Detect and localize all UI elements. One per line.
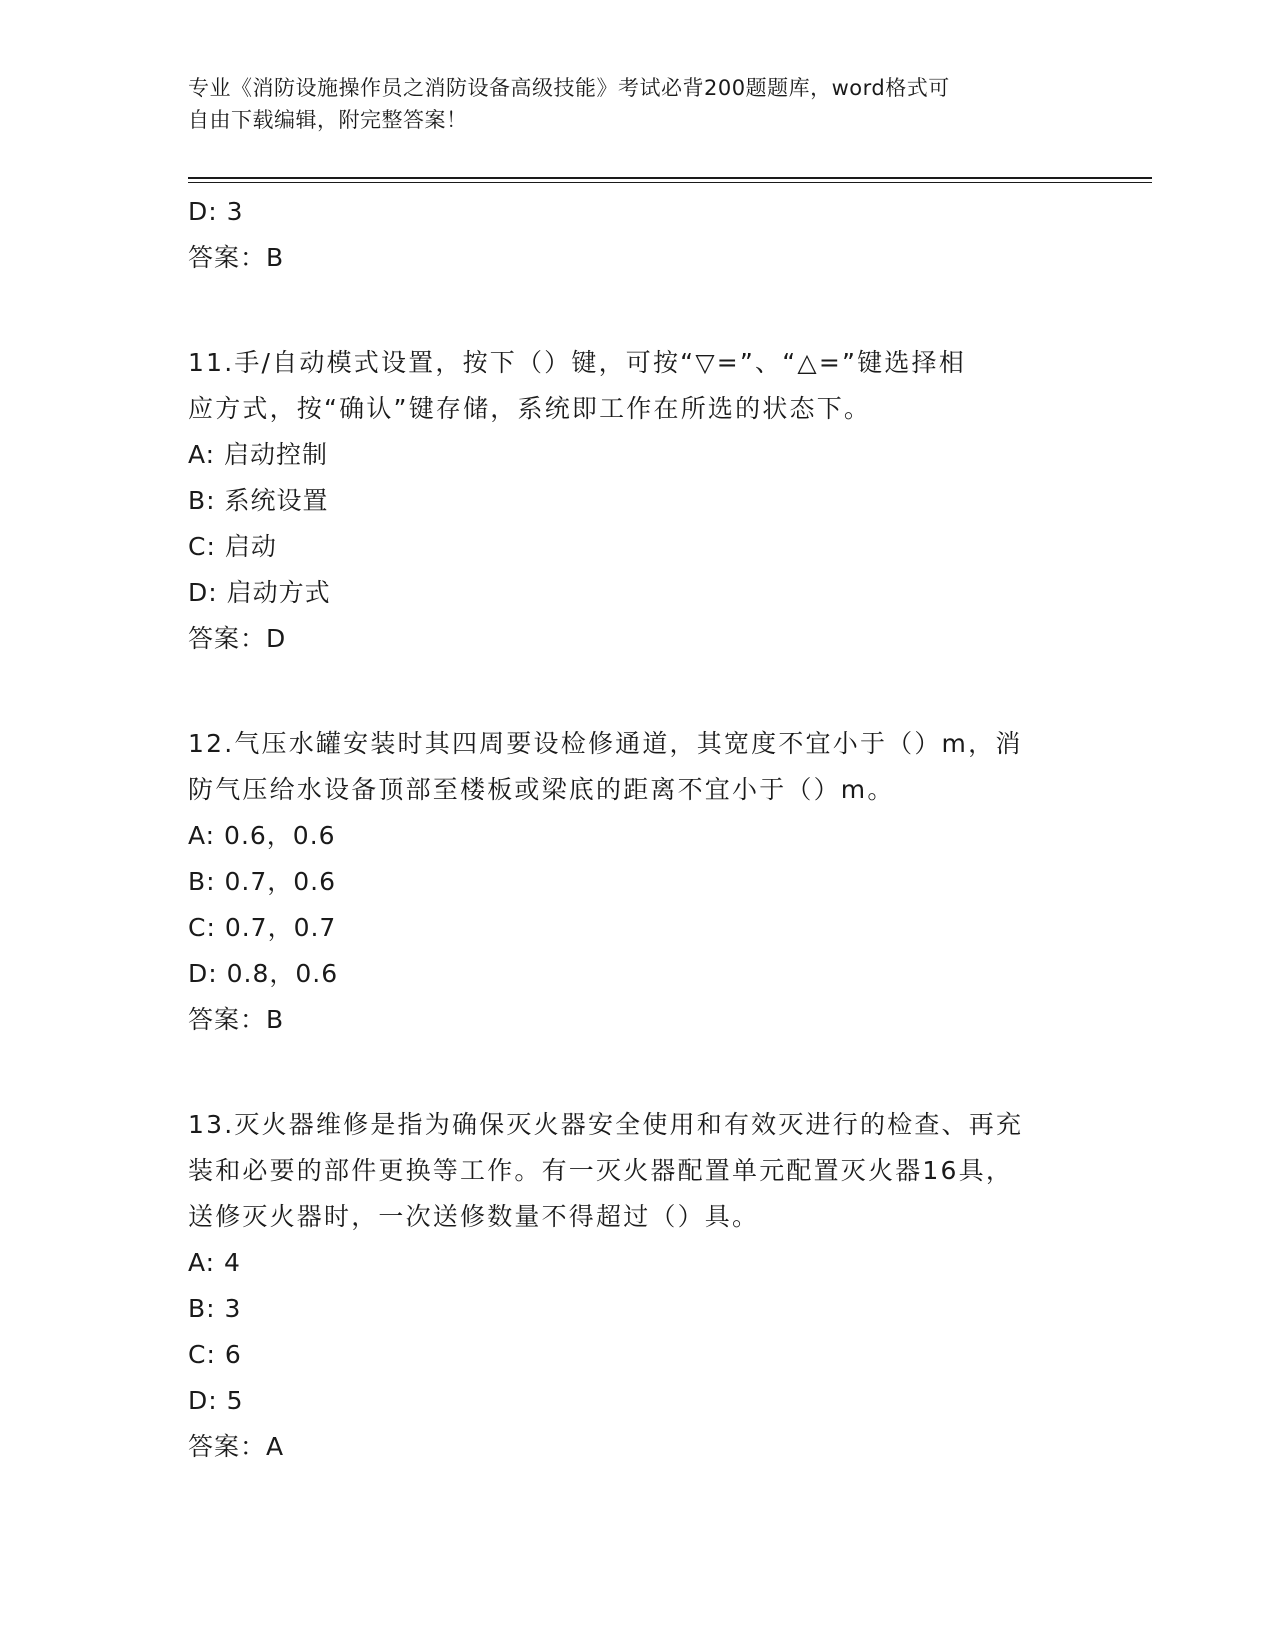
header-line-2: 自由下载编辑，附完整答案！ [188, 108, 468, 132]
stem-line: 12.气压水罐安装时其四周要设检修通道，其宽度不宜小于（）m，消 [188, 729, 1023, 758]
carryover-block [188, 189, 1088, 281]
option-c: C: 启动 [188, 532, 277, 561]
answer-line: 答案：D [188, 624, 287, 653]
header-line-1: 专业《消防设施操作员之消防设备高级技能》考试必背200题题库，word格式可 [188, 76, 950, 100]
stem-line: 11.手/自动模式设置，按下（）键，可按“▽=”、“△=”键选择相 [188, 348, 966, 377]
question-11 [188, 340, 1088, 662]
document-body [188, 189, 1088, 1470]
option-a: A: 4 [188, 1248, 241, 1277]
question-stem [188, 1102, 1068, 1240]
option-b: B: 3 [188, 1294, 242, 1323]
option-c: C: 0.7，0.7 [188, 913, 337, 942]
question-13 [188, 1102, 1088, 1470]
question-stem [188, 340, 1068, 432]
question-12 [188, 721, 1088, 1043]
option-c: C: 6 [188, 1340, 242, 1369]
header-divider [188, 177, 1152, 179]
answer-line: 答案：B [188, 1005, 285, 1034]
option-d: D: 5 [188, 1386, 244, 1415]
option-d: D: 启动方式 [188, 578, 331, 607]
option-b: B: 系统设置 [188, 486, 329, 515]
answer-line: 答案：A [188, 1432, 285, 1461]
stem-line: 13.灭火器维修是指为确保灭火器安全使用和有效灭进行的检查、再充 [188, 1110, 1024, 1139]
stem-line: 送修灭火器时，一次送修数量不得超过（）具。 [188, 1202, 760, 1231]
answer-line: 答案：B [188, 243, 285, 272]
option-a: A: 启动控制 [188, 440, 329, 469]
stem-line: 装和必要的部件更换等工作。有一灭火器配置单元配置灭火器16具， [188, 1156, 1014, 1185]
question-stem [188, 721, 1068, 813]
stem-line: 防气压给水设备顶部至楼板或梁底的距离不宜小于（）m。 [188, 775, 895, 804]
option-d: D: 3 [188, 197, 244, 226]
option-b: B: 0.7，0.6 [188, 867, 337, 896]
header-divider-thin [188, 182, 1152, 183]
document-header [188, 72, 1088, 136]
option-d: D: 0.8，0.6 [188, 959, 339, 988]
option-a: A: 0.6，0.6 [188, 821, 336, 850]
stem-line: 应方式，按“确认”键存储，系统即工作在所选的状态下。 [188, 394, 872, 423]
